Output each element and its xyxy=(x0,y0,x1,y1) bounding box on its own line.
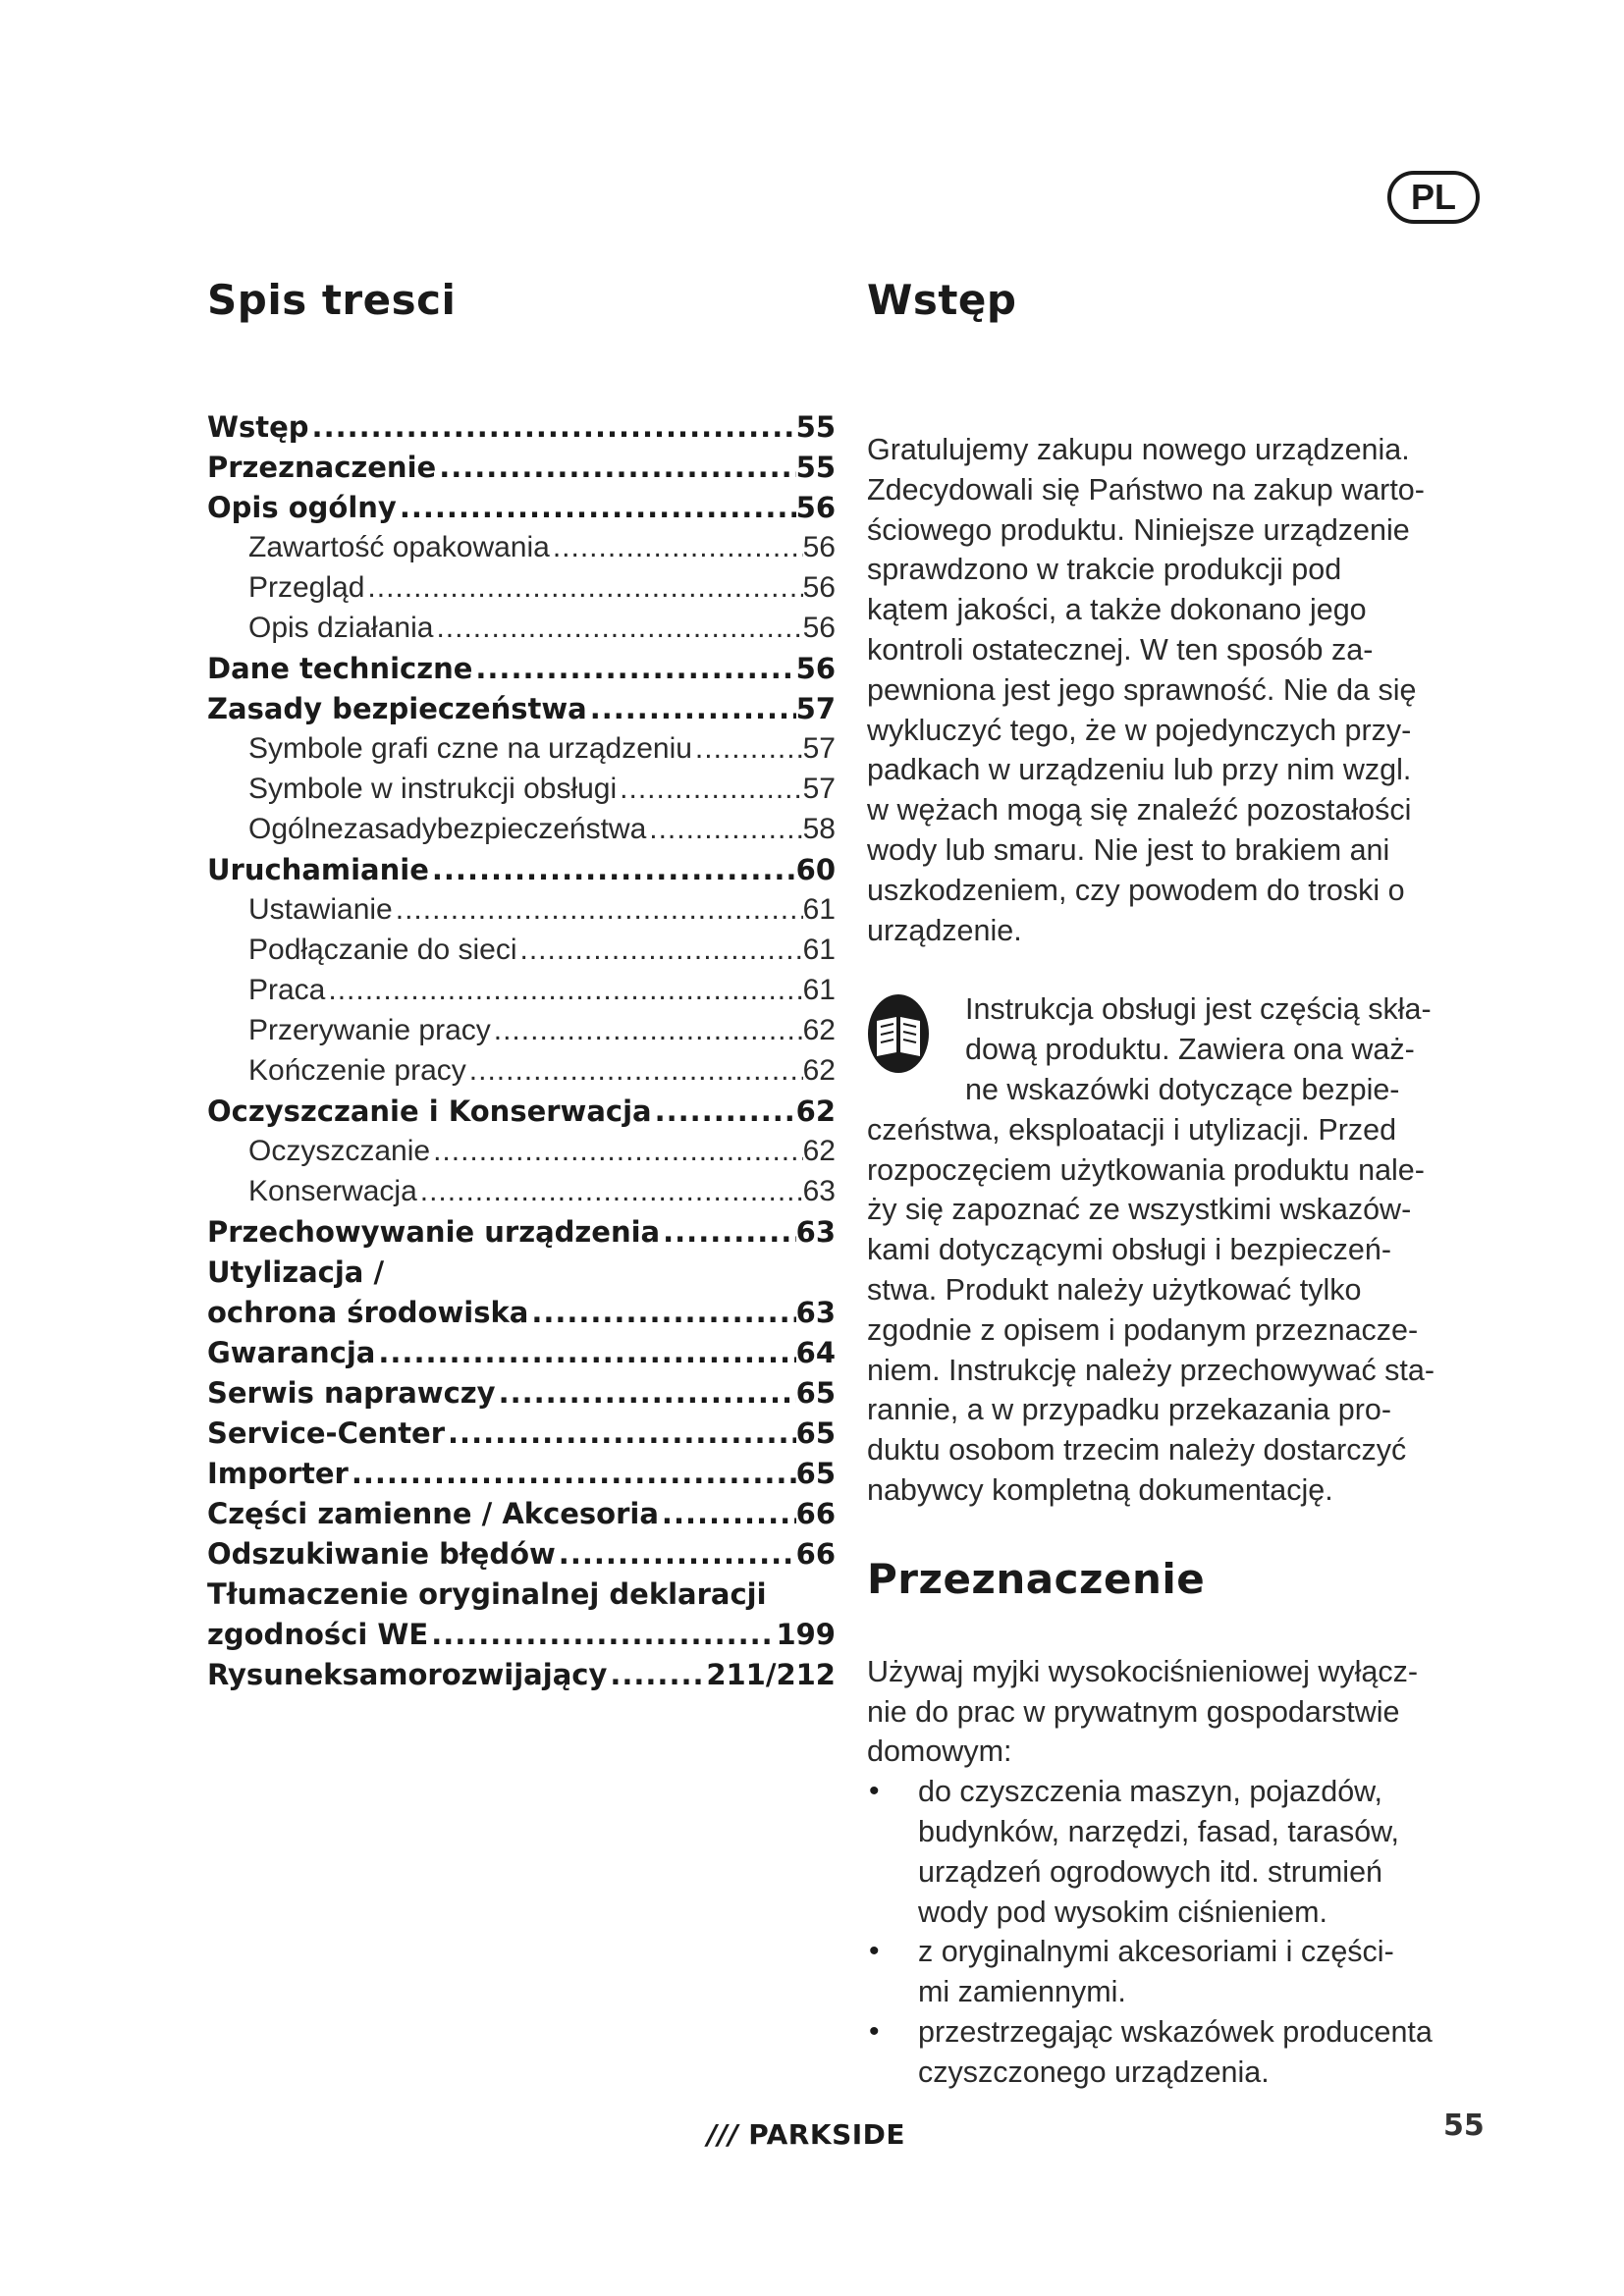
text-line: kami dotyczącymi obsługi i bezpieczeń- xyxy=(867,1233,1391,1267)
toc-entry-page: 65 xyxy=(795,1457,836,1490)
toc-entry-title: Opis działania xyxy=(248,612,434,644)
toc-entry-page: 65 xyxy=(795,1416,836,1450)
logo-brand: PARKSIDE xyxy=(748,2118,906,2151)
toc-entry-page: 63 xyxy=(802,1175,836,1207)
text-line: czyszczonego urządzenia. xyxy=(918,2055,1270,2089)
toc-entry-title: Zasady bezpieczeństwa xyxy=(207,692,587,725)
toc-entry-page: 62 xyxy=(802,1054,836,1087)
toc-entry-title: Oczyszczanie xyxy=(248,1135,431,1167)
toc-entry-page: 66 xyxy=(795,1537,836,1571)
toc-leader-dots xyxy=(607,1658,706,1691)
toc-entry-page: 57 xyxy=(802,732,836,765)
text-line: w wężach mogą się znaleźć pozostałości xyxy=(867,793,1412,828)
toc-entry-title: Ustawianie xyxy=(248,893,393,926)
toc-entry xyxy=(207,451,836,491)
toc-entry-title: Kończenie pracy xyxy=(248,1054,466,1087)
text-line: niem. Instrukcję należy przechowywać sta- xyxy=(867,1353,1435,1387)
toc-leader-dots xyxy=(587,692,796,725)
text-line: nabywcy kompletną dokumentację. xyxy=(867,1472,1333,1507)
toc-leader-dots xyxy=(397,491,796,524)
text-line: rannie, a w przypadku przekazania pro- xyxy=(867,1393,1392,1427)
toc-entry xyxy=(207,1497,836,1537)
toc-entry xyxy=(207,1376,836,1416)
text-line: padkach w urządzeniu lub przy nim wzgl. xyxy=(867,753,1412,787)
toc-entry-page: 62 xyxy=(802,1014,836,1046)
toc-leader-dots xyxy=(472,652,795,685)
intro-paragraph xyxy=(867,430,1495,950)
toc-leader-dots xyxy=(517,934,803,967)
text-line: Zdecydowali się Państwo na zakup warto- xyxy=(867,472,1425,507)
toc-entry-title: Importer xyxy=(207,1457,349,1490)
toc-leader-dots xyxy=(466,1054,803,1088)
toc-entry-title: Opis ogólny xyxy=(207,491,397,524)
toc-entry xyxy=(207,612,836,652)
toc-entry-title: Gwarancja xyxy=(207,1336,376,1369)
toc-entry-title: Symbole w instrukcji obsługi xyxy=(248,773,618,805)
toc-entry-title: Wstęp xyxy=(207,410,309,444)
purpose-paragraph xyxy=(867,1652,1495,1772)
toc-entry-page: 61 xyxy=(802,934,836,966)
manual-book-icon xyxy=(867,993,930,1074)
toc-leader-dots xyxy=(692,732,803,766)
toc-entry-title: Praca xyxy=(248,974,326,1006)
toc-leader-dots xyxy=(617,773,802,806)
toc-entry xyxy=(207,773,836,813)
note-text xyxy=(867,1110,1495,1511)
toc-entry-title: Tłumaczenie oryginalnej deklaracji xyxy=(207,1577,767,1611)
toc-entry xyxy=(207,853,836,893)
text-line: urządzenie. xyxy=(867,913,1022,947)
toc-entry-page: 55 xyxy=(795,451,836,484)
text-line: ściowego produktu. Niniejsze urządzenie xyxy=(867,512,1410,547)
bullet-item xyxy=(867,1932,1495,2012)
toc-entry-title: Uruchamianie xyxy=(207,853,429,886)
toc-entry xyxy=(207,1658,836,1698)
text-line: mi zamiennymi. xyxy=(918,1975,1126,2009)
text-line: sprawdzono w trakcie produkcji pod xyxy=(867,553,1342,587)
toc-entry-title: Serwis naprawczy xyxy=(207,1376,496,1410)
table-of-contents xyxy=(207,265,836,1698)
toc-leader-dots xyxy=(430,1135,803,1168)
toc-entry-title: Ogólnezasadybezpieczeństwa xyxy=(248,813,647,845)
text-line: wykluczyć tego, że w pojedynczych przy- xyxy=(867,713,1412,747)
toc-entry-page: 63 xyxy=(795,1296,836,1329)
toc-entry xyxy=(207,1577,836,1618)
toc-leader-dots xyxy=(445,1416,796,1450)
toc-entry-page: 56 xyxy=(795,491,836,524)
toc-entry xyxy=(207,1255,836,1296)
toc-entry-title: Przechowywanie urządzenia xyxy=(207,1215,661,1249)
toc-entry xyxy=(207,974,836,1014)
toc-leader-dots xyxy=(364,571,802,605)
bullet-item xyxy=(867,2012,1495,2093)
text-line: stwa. Produkt należy użytkować tylko xyxy=(867,1272,1362,1307)
toc-entry xyxy=(207,1014,836,1054)
toc-entry-page: 56 xyxy=(795,652,836,685)
text-line: uszkodzeniem, czy powodem do troski o xyxy=(867,873,1405,907)
text-line: Gratulujemy zakupu nowego urządzenia. xyxy=(867,433,1410,466)
toc-entry xyxy=(207,1175,836,1215)
toc-leader-dots xyxy=(429,853,796,886)
toc-entry xyxy=(207,1416,836,1457)
toc-leader-dots xyxy=(659,1497,796,1530)
toc-entry-page: 62 xyxy=(802,1135,836,1167)
text-line: domowym: xyxy=(867,1735,1012,1769)
text-line: kontroli ostatecznej. W ten sposób za- xyxy=(867,632,1374,667)
text-line: czeństwa, eksploatacji i utylizacji. Przed xyxy=(867,1112,1397,1147)
text-line: duktu osobom trzecim należy dostarczyć xyxy=(867,1433,1407,1468)
toc-entry-title: ochrona środowiska xyxy=(207,1296,529,1329)
toc-entry-page: 65 xyxy=(795,1376,836,1410)
toc-entry-title: Oczyszczanie i Konserwacja xyxy=(207,1095,652,1128)
toc-leader-dots xyxy=(433,612,802,645)
text-line: wody lub smaru. Nie jest to brakiem ani xyxy=(867,832,1390,867)
text-line: ży się zapoznać ze wszystkimi wskazów- xyxy=(867,1193,1412,1227)
toc-leader-dots xyxy=(436,451,795,484)
toc-entry xyxy=(207,410,836,451)
toc-entry xyxy=(207,813,836,853)
toc-leader-dots xyxy=(550,531,803,564)
text-line: • do czyszczenia maszyn, pojazdów, xyxy=(918,1775,1382,1809)
toc-entry-title: Utylizacja / xyxy=(207,1255,385,1289)
toc-entry xyxy=(207,934,836,974)
text-line: kątem jakości, a także dokonano jego xyxy=(867,593,1367,627)
toc-entry xyxy=(207,893,836,934)
toc-leader-dots xyxy=(496,1376,796,1410)
toc-entry xyxy=(207,1618,836,1658)
toc-entry-page: 58 xyxy=(802,813,836,845)
toc-entry-page: 55 xyxy=(795,410,836,444)
toc-entry-page: 64 xyxy=(795,1336,836,1369)
toc-entry xyxy=(207,1215,836,1255)
toc-entry xyxy=(207,692,836,732)
toc-entry xyxy=(207,652,836,692)
text-line: rozpoczęciem użytkowania produktu nale- xyxy=(867,1152,1425,1187)
toc-entry xyxy=(207,491,836,531)
toc-entry-title: Service-Center xyxy=(207,1416,446,1450)
toc-leader-dots xyxy=(491,1014,803,1047)
toc-entry-page: 57 xyxy=(795,692,836,725)
toc-entry-title: Części zamienne / Akcesoria xyxy=(207,1497,659,1530)
logo-slashes: /// xyxy=(707,2118,739,2151)
toc-entry-title: Podłączanie do sieci xyxy=(248,934,517,966)
page-number: 55 xyxy=(1443,2109,1485,2143)
toc-entry-title: zgodności WE xyxy=(207,1618,429,1651)
toc-entry-title: Zawartość opakowania xyxy=(248,531,550,563)
toc-entry xyxy=(207,1135,836,1175)
toc-entry xyxy=(207,1054,836,1095)
toc-leader-dots xyxy=(652,1095,796,1128)
text-line: dową produktu. Zawiera ona waż- xyxy=(965,1033,1415,1067)
toc-leader-dots xyxy=(556,1537,796,1571)
text-line: nie do prac w prywatnym gospodarstwie xyxy=(867,1694,1400,1729)
toc-leader-dots xyxy=(417,1175,803,1208)
toc-entry xyxy=(207,1095,836,1135)
toc-leader-dots xyxy=(528,1296,795,1329)
manual-note xyxy=(867,989,1495,1510)
bullet-item xyxy=(867,1772,1495,1932)
toc-entry-page: 56 xyxy=(802,531,836,563)
toc-entry-page: 56 xyxy=(802,612,836,644)
toc-leader-dots xyxy=(646,813,802,846)
text-line: wody pod wysokim ciśnieniem. xyxy=(918,1895,1327,1929)
text-line: urządzeń ogrodowych itd. strumień xyxy=(918,1854,1382,1889)
toc-entry-page: 63 xyxy=(795,1215,836,1249)
toc-entry-title: Przegląd xyxy=(248,571,365,604)
parkside-logo xyxy=(707,2118,905,2151)
text-line: budynków, narzędzi, fasad, tarasów, xyxy=(918,1814,1399,1848)
toc-leader-dots xyxy=(325,974,802,1007)
text-line: pewniona jest jego sprawność. Nie da się xyxy=(867,672,1417,707)
text-line: • przestrzegając wskazówek producenta xyxy=(918,2014,1433,2049)
toc-leader-dots xyxy=(393,893,803,927)
toc-entry-page: 56 xyxy=(802,571,836,604)
toc-entry-page: 211/212 xyxy=(706,1658,836,1691)
intro-heading: Wstęp xyxy=(867,276,1017,324)
toc-entry-title: Przeznaczenie xyxy=(207,451,437,484)
toc-entry-title: Konserwacja xyxy=(248,1175,417,1207)
toc-entry-page: 66 xyxy=(795,1497,836,1530)
toc-entry-title: Rysuneksamorozwijający xyxy=(207,1658,608,1691)
toc-entry xyxy=(207,1296,836,1336)
toc-list xyxy=(207,410,836,1698)
toc-leader-dots xyxy=(660,1215,796,1249)
toc-entry xyxy=(207,531,836,571)
toc-leader-dots xyxy=(428,1618,776,1651)
toc-entry-page: 199 xyxy=(776,1618,836,1651)
toc-leader-dots xyxy=(375,1336,795,1369)
content-column xyxy=(867,265,1495,2092)
note-text-indented xyxy=(867,989,1495,1109)
toc-entry-title: Przerywanie pracy xyxy=(248,1014,491,1046)
toc-entry xyxy=(207,1336,836,1376)
toc-entry-page: 57 xyxy=(802,773,836,805)
toc-leader-dots xyxy=(309,410,796,444)
toc-entry-page: 61 xyxy=(802,893,836,926)
toc-leader-dots xyxy=(349,1457,796,1490)
text-line: Używaj myjki wysokociśnieniowej wyłącz- xyxy=(867,1654,1418,1688)
toc-entry-page: 62 xyxy=(795,1095,836,1128)
text-line: Instrukcja obsługi jest częścią skła- xyxy=(965,992,1432,1027)
purpose-bullet-list xyxy=(867,1772,1495,2092)
toc-entry xyxy=(207,1537,836,1577)
toc-entry xyxy=(207,571,836,612)
toc-entry-title: Dane techniczne xyxy=(207,652,473,685)
toc-entry-title: Odszukiwanie błędów xyxy=(207,1537,556,1571)
toc-heading: Spis tresci xyxy=(207,276,457,324)
text-line: zgodnie z opisem i podanym przeznacze- xyxy=(867,1312,1419,1347)
toc-entry xyxy=(207,1457,836,1497)
toc-entry-title: Symbole grafi czne na urządzeniu xyxy=(248,732,692,765)
toc-entry-page: 61 xyxy=(802,974,836,1006)
language-badge: PL xyxy=(1387,171,1480,224)
text-line: • z oryginalnymi akcesoriami i części- xyxy=(918,1935,1394,1969)
purpose-heading: Przeznaczenie xyxy=(867,1554,1206,1603)
text-line: ne wskazówki dotyczące bezpie- xyxy=(965,1072,1400,1106)
toc-entry xyxy=(207,732,836,773)
toc-entry-page: 60 xyxy=(795,853,836,886)
